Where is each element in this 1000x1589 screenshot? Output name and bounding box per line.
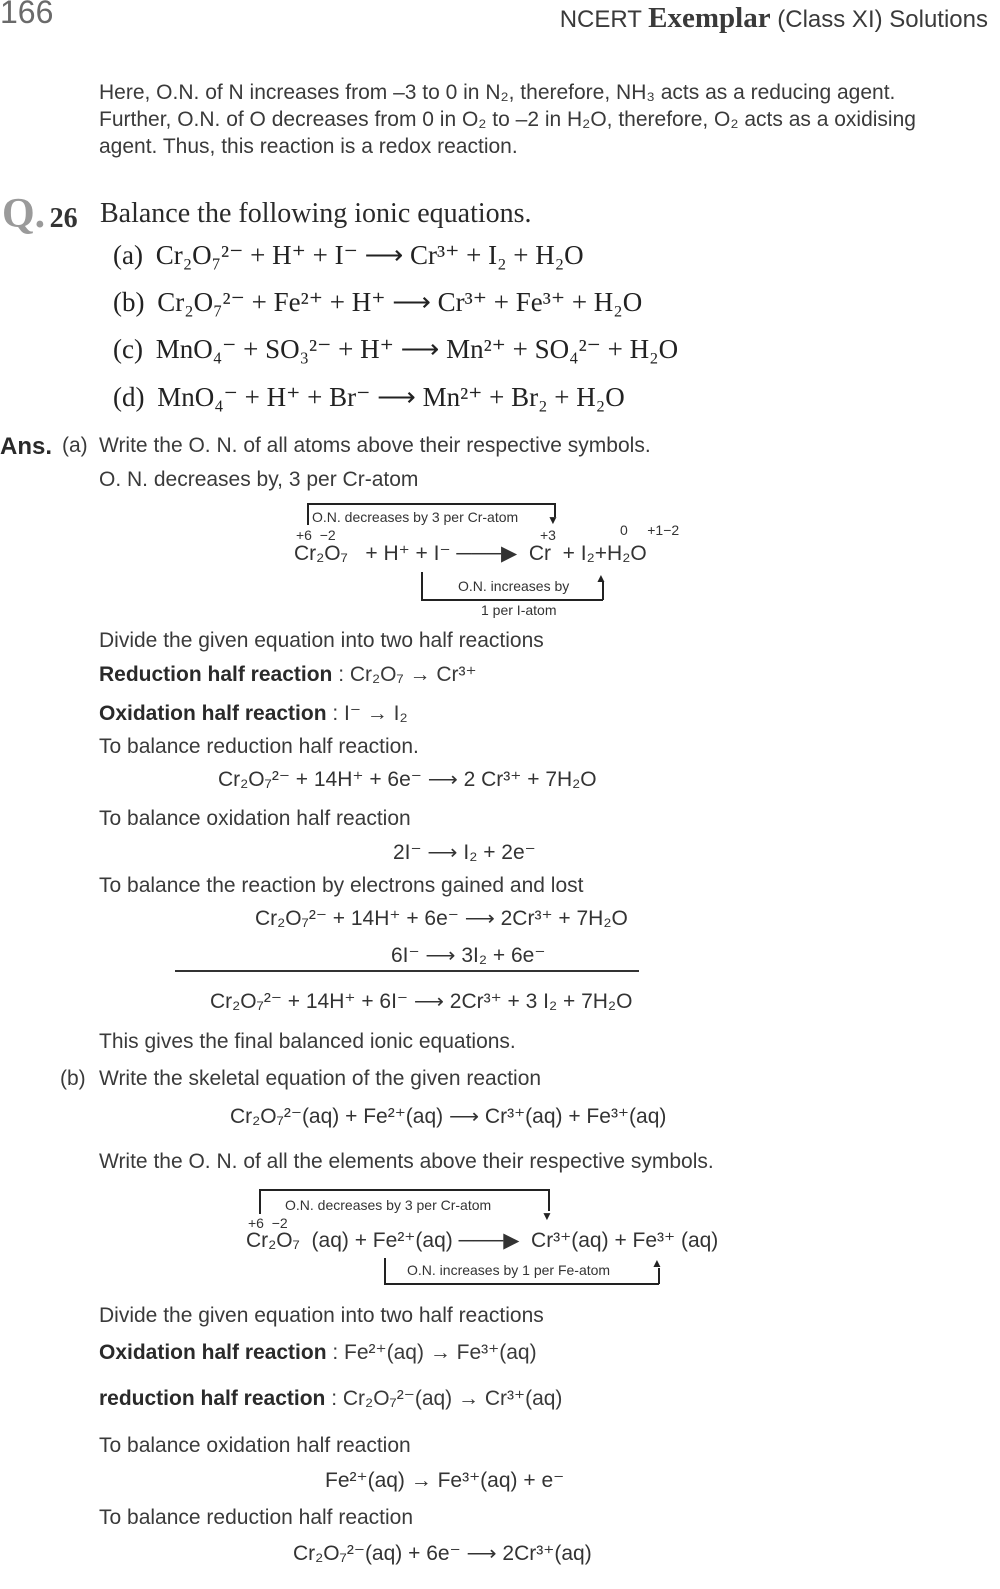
reduction-equation: : Cr₂O₇ → Cr³⁺ — [332, 663, 477, 686]
question-part-d — [113, 382, 625, 413]
answer-a-final: This gives the final balanced ionic equations. — [99, 1030, 516, 1053]
answer-a-oxidation — [99, 701, 408, 726]
answer-a-label: (a) — [62, 434, 88, 457]
part-equation: MnO₄⁻ + SO₃²⁻ + H⁺ ⟶ Mn²⁺ + SO₄²⁻ + H₂O — [155, 334, 679, 364]
part-label: (b) — [113, 287, 145, 317]
diagram-a-top-note: O.N. decreases by 3 per Cr-atom — [312, 509, 519, 525]
oxidation-equation: : I⁻ → I₂ — [326, 702, 408, 725]
intro-line-3: agent. Thus, this reaction is a redox reaction. — [99, 135, 518, 158]
intro-line-2: Further, O.N. of O decreases from 0 in O₂ to –2 in H₂O, therefore, O₂ acts as a oxidising — [99, 108, 916, 131]
book-title-prefix: NCERT — [559, 6, 649, 33]
oxidation-label: Oxidation half reaction — [99, 1341, 327, 1364]
answer-b-line-2: Write the O. N. of all the elements above their respective symbols. — [99, 1150, 714, 1173]
answer-a-line-2: O. N. decreases by, 3 per Cr-atom — [99, 468, 419, 491]
diagram-a-ox-cr: +3 — [540, 527, 556, 543]
diagram-a-bottom-note-2: 1 per I-atom — [481, 602, 557, 618]
diagram-b-equation: Cr₂O₇ (aq) + Fe²⁺(aq) ───▶ Cr³⁺(aq) + Fe³⁺ (aq) — [246, 1229, 719, 1252]
answer-b-reduction — [99, 1386, 562, 1411]
answer-b-bal-ox: To balance oxidation half reaction — [99, 1434, 411, 1457]
diagram-a-ox-right: 0 +1−2 — [620, 522, 680, 538]
reduction-equation: : Cr₂O₇²⁻(aq) → Cr³⁺(aq) — [325, 1387, 563, 1410]
diagram-b-ox-left: +6 −2 — [248, 1215, 288, 1231]
answer-a-sum-eq-1: Cr₂O₇²⁻ + 14H⁺ + 6e⁻ ⟶ 2Cr³⁺ + 7H₂O — [255, 907, 628, 930]
answer-a-bal-red-eq: Cr₂O₇²⁻ + 14H⁺ + 6e⁻ ⟶ 2 Cr³⁺ + 7H₂O — [218, 768, 597, 791]
book-title-suffix: (Class XI) Solutions — [770, 6, 988, 33]
answer-b-line-1: Write the skeletal equation of the given reaction — [99, 1067, 542, 1090]
answer-b-bal-red: To balance reduction half reaction — [99, 1506, 414, 1529]
answer-b-bal-red-eq: Cr₂O₇²⁻(aq) + 6e⁻ ⟶ 2Cr³⁺(aq) — [293, 1542, 592, 1565]
diagram-a-ox-left: +6 −2 — [296, 527, 336, 543]
part-equation: Cr₂O₇²⁻ + H⁺ + I⁻ ⟶ Cr³⁺ + I₂ + H₂O — [155, 240, 584, 270]
answer-a-bal-ox-eq: 2I⁻ ⟶ I₂ + 2e⁻ — [393, 841, 536, 864]
answer-a-sum-eq-2: 6I⁻ ⟶ 3I₂ + 6e⁻ — [391, 944, 546, 967]
diagram-a-equation: Cr₂O₇ + H⁺ + I⁻ ───▶ Cr + I₂+H₂O — [294, 542, 647, 565]
reduction-label: reduction half reaction — [99, 1387, 326, 1410]
diagram-a-bottom-note-1: O.N. increases by — [458, 578, 570, 594]
answer-a-sum-total: Cr₂O₇²⁻ + 14H⁺ + 6I⁻ ⟶ 2Cr³⁺ + 3 I₂ + 7H₂O — [210, 990, 633, 1013]
answer-a-bal-red: To balance reduction half reaction. — [99, 735, 419, 758]
question-part-b — [113, 287, 642, 318]
diagram-b-top-note: O.N. decreases by 3 per Cr-atom — [285, 1197, 492, 1213]
part-equation: MnO₄⁻ + H⁺ + Br⁻ ⟶ Mn²⁺ + Br₂ + H₂O — [157, 382, 625, 412]
oxidation-equation: : Fe²⁺(aq) → Fe³⁺(aq) — [326, 1341, 537, 1364]
question-marker — [2, 190, 78, 238]
book-title — [560, 2, 988, 35]
oxidation-label: Oxidation half reaction — [99, 702, 327, 725]
answer-a-bal-electrons: To balance the reaction by electrons gained and lost — [99, 874, 584, 897]
part-label: (c) — [113, 334, 143, 364]
answer-b-divide: Divide the given equation into two half reactions — [99, 1304, 544, 1327]
question-number: 26 — [49, 203, 78, 234]
question-part-a — [113, 240, 584, 271]
book-title-bold: Exemplar — [648, 2, 771, 34]
answer-b-skeletal: Cr₂O₇²⁻(aq) + Fe²⁺(aq) ⟶ Cr³⁺(aq) + Fe³⁺(aq) — [230, 1105, 667, 1128]
question-letter: Q. — [2, 191, 46, 237]
answer-a-bal-ox: To balance oxidation half reaction — [99, 807, 411, 830]
answer-b-label: (b) — [60, 1067, 86, 1090]
answer-label: Ans. — [0, 433, 53, 460]
sum-divider — [175, 970, 639, 972]
page-number: 166 — [0, 0, 54, 30]
answer-b-oxidation — [99, 1340, 537, 1365]
answer-b-bal-ox-eq: Fe²⁺(aq) → Fe³⁺(aq) + e⁻ — [325, 1469, 565, 1492]
question-part-c — [113, 334, 678, 365]
part-equation: Cr₂O₇²⁻ + Fe²⁺ + H⁺ ⟶ Cr³⁺ + Fe³⁺ + H₂O — [157, 287, 643, 317]
answer-a-reduction — [99, 662, 477, 687]
part-label: (a) — [113, 240, 143, 270]
answer-a-divide: Divide the given equation into two half reactions — [99, 629, 544, 652]
intro-line-1: Here, O.N. of N increases from –3 to 0 in N₂, therefore, NH₃ acts as a reducing agent. — [99, 81, 896, 104]
question-text: Balance the following ionic equations. — [100, 198, 532, 229]
part-label: (d) — [113, 382, 145, 412]
answer-a-line-1: Write the O. N. of all atoms above their respective symbols. — [99, 434, 651, 457]
diagram-b-bottom-note: O.N. increases by 1 per Fe-atom — [407, 1262, 611, 1278]
reduction-label: Reduction half reaction — [99, 663, 333, 686]
